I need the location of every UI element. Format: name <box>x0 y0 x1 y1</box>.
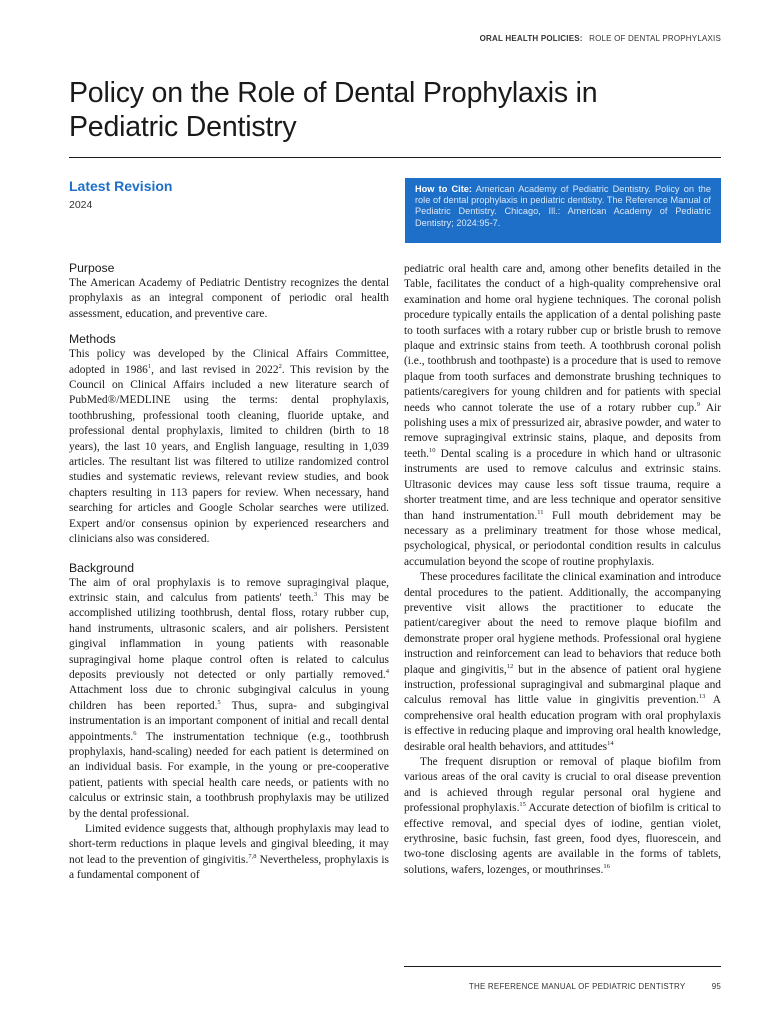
latest-revision-heading: Latest Revision <box>69 178 173 194</box>
body-text: Air polishing uses a mix of pressurized air, abrasive powder, and water to remove supragingival extrinsic stains, plaque, and deposits from teeth. <box>404 401 722 460</box>
page-title: Policy on the Role of Dental Prophylaxis in Pediatric Dentistry <box>69 77 598 143</box>
body-text: Dental scaling is a procedure in which hand or ultrasonic instruments are used to remove calculus and extrinsic stains. Ultrasonic devices may cause less soft tissue trauma, require a shorter treatment time, and are less technique and operator sensitive than hand instrumentation. <box>404 447 721 522</box>
footer-divider <box>404 966 721 967</box>
methods-text: , and last revised in 2022 <box>151 363 279 376</box>
citation-ref: 15 <box>519 801 526 809</box>
footer-manual-title: THE REFERENCE MANUAL OF PEDIATRIC DENTISTRY <box>468 982 686 991</box>
citation-box <box>405 178 721 243</box>
background-text: Attachment loss due to chronic subgingival calculus in young children has been reported. <box>69 684 389 712</box>
right-column <box>404 262 721 878</box>
running-head-topic: ROLE OF DENTAL PROPHYLAXIS <box>589 34 721 43</box>
background-paragraph <box>69 822 389 884</box>
methods-text: This policy was developed by the Clinical Affairs Committee, adopted in 1986 <box>69 348 389 376</box>
page-footer <box>469 982 721 991</box>
citation-ref: 3 <box>313 591 318 599</box>
citation-ref: 1 <box>147 362 152 370</box>
body-text: These procedures facilitate the clinical examination and introduce dental procedures to the patient. Additionally, the accompanying preventive visit allows the practitioner to educate the patient/caregiver about the need to remove plaque biofilm and demonstrate proper oral hygiene methods. Professional oral hygiene instruction and reinforcement can lead to behaviors that reduce both plaque and gingivitis, <box>404 571 721 676</box>
citation-ref: 5 <box>217 698 221 706</box>
body-text: The frequent disruption or removal of plaque biofilm from various areas of the oral cavity is crucial to oral disease prevention and is achieved through regular personal oral hygiene and professional prophylaxis. <box>404 756 721 815</box>
revision-year: 2024 <box>69 199 93 211</box>
background-text: Nevertheless, prophylaxis is a fundamental component of <box>69 853 389 882</box>
background-text: Limited evidence suggests that, although prophylaxis may lead to short-term reductions in plaque levels and gingival bleeding, it may not lead to the prevention of gingivitis. <box>69 823 389 866</box>
methods-text: . This revision by the Council on Clinical Affairs included a new literature search of PubMed®/MEDLINE using the terms: dental prophylaxis, toothbrushing, professional tooth cleaning, fluoride uptake, and professional dental prophylaxis, limited to children (birth to 18 years), the last 10 years, and English language, resulting in 1,039 articles. The resultant list was filtered to utilize randomized control studies and systematic reviews, relevant review studies, and book chapters resulting in 113 papers for review. When necessary, hand searching for articles and Google Scholar searches were utilized. Expert and/or consensus opinion by experienced researchers and clinicians also was considered. <box>69 363 389 546</box>
citation-ref: 13 <box>698 693 706 701</box>
body-text: pediatric oral health care and, among other benefits detailed in the Table, facilitates the conduct of a high-quality comprehensive oral examination and home oral hygiene techniques. The coronal polish procedure typically entails the application of a dental polishing paste to tooth surfaces with a rotary rubber cup or bristle brush to remove plaque and extrinsic stains from teeth. A toothbrush coronal polish (i.e., toothbrush and toothpaste) is a procedure that is used to remove plaque from tooth surfaces and demonstrate brushing techniques to patients/caregivers for young children and for patients with special needs who cannot tolerate the use of a rotary rubber cup. <box>404 263 721 414</box>
background-text: The aim of oral prophylaxis is to remove supragingival plaque, extrinsic stain, and calculus from patients' teeth. <box>69 576 389 604</box>
citation-ref: 9 <box>696 400 701 408</box>
background-text: The instrumentation technique (e.g., toothbrush prophylaxis, hand-scaling) needed for each patient is determined on an individual basis. For example, in the young or pre-cooperative patient, patients with special health care needs, or patients with no calculus or extrinsic stain, a toothbrush prophylaxis may be utilized by the dental professional. <box>69 730 389 820</box>
body-text: A comprehensive oral health education program with oral prophylaxis is effective in reducing plaque and improving oral health knowledge, desirable oral health behaviors, and attitudes <box>404 694 721 753</box>
citation-label: How to Cite: <box>415 184 472 194</box>
title-divider <box>69 157 721 158</box>
running-head-section: ORAL HEALTH POLICIES: <box>479 34 583 43</box>
purpose-heading: Purpose <box>69 261 115 275</box>
body-text: Accurate detection of biofilm is critical to effective removal, and special dyes of iodine, gentian violet, erythrosine, basic fuchsin, fast green, food dyes, fluorescein, and two-tone disclosing agents are available in the forms of tablets, solutions, wafers, lozenges, or mouthrinses. <box>404 802 721 876</box>
citation-ref: 4 <box>385 668 389 676</box>
citation-text: American Academy of Pediatric Dentistry. Policy on the role of dental prophylaxis in pediatric dentistry. The Reference Manual of Pediatric Dentistry. Chicago, Ill.: American Academy of Pediatric Dentistry; 2024:95-7. <box>415 184 711 228</box>
page-number: 95 <box>711 982 721 991</box>
methods-heading: Methods <box>69 332 116 347</box>
citation-ref: 2 <box>278 362 282 370</box>
citation-ref: 10 <box>428 447 436 455</box>
methods-paragraph <box>69 347 389 547</box>
citation-ref: 7,8 <box>248 853 257 861</box>
citation-ref: 14 <box>607 739 614 747</box>
body-text: but in the absence of patient oral hygiene instruction, professional supragingival and submarginal plaque and calculus removal has little value in gingivitis prevention. <box>404 663 721 707</box>
body-text: Full mouth debridement may be necessary as a preliminary treatment for those whose medical, psychological, physical, or periodontal condition results in calculus accumulation beyond the scope of routine prophylaxis. <box>404 509 721 568</box>
background-text: Thus, supra- and subgingival instrumentation is an important component of initial and recall dental appointments. <box>69 699 389 743</box>
citation-ref: 16 <box>603 863 610 871</box>
citation-ref: 11 <box>537 508 544 516</box>
body-paragraph <box>404 570 721 755</box>
left-column <box>69 260 389 884</box>
background-heading: Background <box>69 560 135 575</box>
purpose-paragraph: The American Academy of Pediatric Dentistry recognizes the dental prophylaxis as an integral component of periodic oral health assessment, education, and preventive care. <box>69 277 389 320</box>
citation-ref: 12 <box>506 662 514 670</box>
background-paragraph <box>69 576 389 823</box>
citation-ref: 6 <box>133 729 137 737</box>
body-paragraph <box>404 262 721 570</box>
body-paragraph <box>404 755 721 878</box>
background-text: This may be accomplished utilizing toothbrush, dental floss, rotary rubber cup, hand instruments, ultrasonic scalers, and air polishers. Persistent gingival inflammation in young patients with reasonable supragingival home plaque control often is related to calculus deposits previously not detected or only partially removed. <box>69 591 389 681</box>
running-head <box>480 34 721 43</box>
